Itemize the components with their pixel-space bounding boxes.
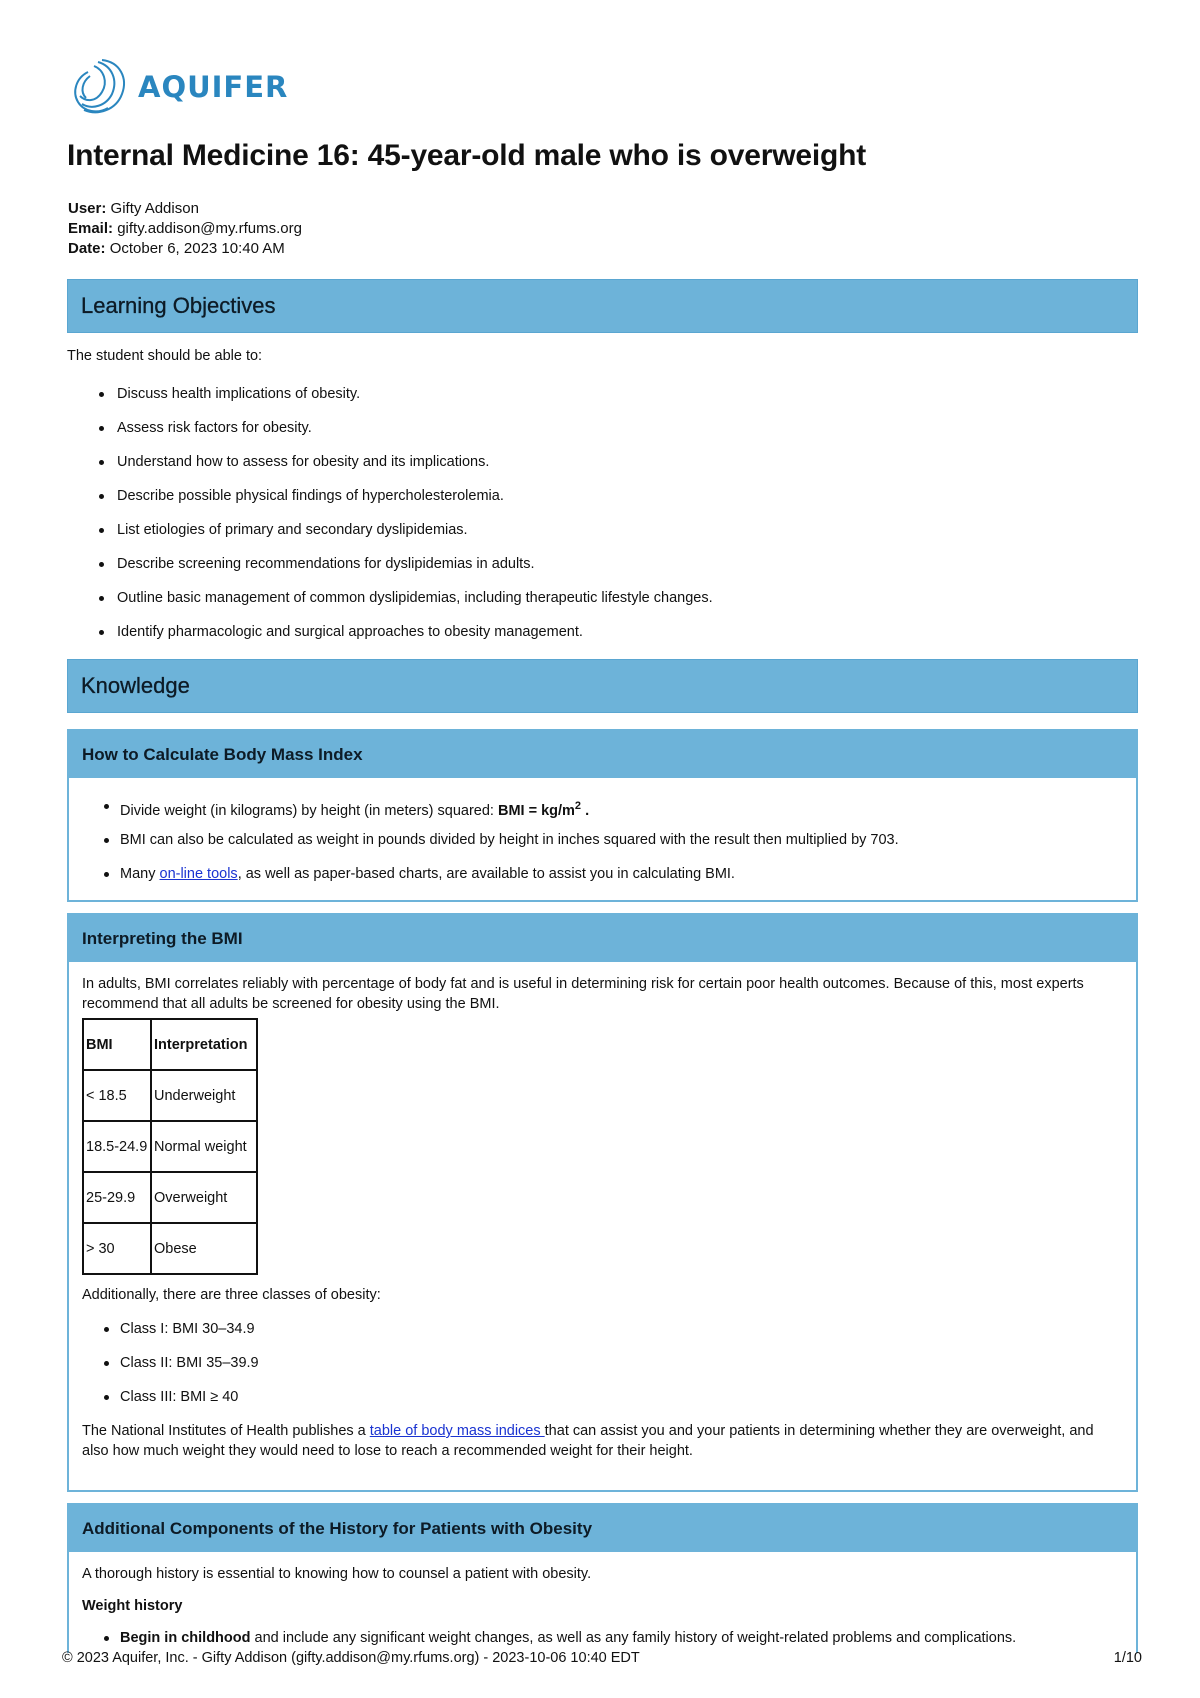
bmi-formula-exponent: 2 (574, 800, 582, 812)
interpreting-intro: In adults, BMI correlates reliably with percentage of body fat and is useful in determining risk for certain poor health outcomes. Because of this, most experts recommend that all adults be screened for obesity using the BMI. (82, 976, 1084, 1012)
list-item: Describe possible physical findings of hypercholesterolemia. (67, 486, 713, 520)
list-item: Describe screening recommendations for dyslipidemias in adults. (67, 554, 713, 588)
table-row (83, 1070, 257, 1121)
meta-user-value: Gifty Addison (110, 200, 199, 217)
list-item: Identify pharmacologic and surgical approaches to obesity management. (67, 622, 713, 656)
table-cell: 18.5-24.9 (83, 1121, 151, 1172)
objectives-intro: The student should be able to: (67, 348, 263, 364)
table-row (83, 1223, 257, 1274)
panel-heading-interpreting-bmi: Interpreting the BMI (69, 915, 1136, 962)
obesity-classes-intro: Additionally, there are three classes of obesity: (82, 1287, 381, 1303)
meta-email-label: Email: (68, 220, 114, 237)
nih-paragraph (82, 1421, 1123, 1461)
bmi-formula-end: . (581, 802, 590, 819)
section-heading-learning-objectives: Learning Objectives (81, 293, 276, 318)
history-intro: A thorough history is essential to knowing how to counsel a patient with obesity. (82, 1566, 592, 1582)
meta-user-label: User: (68, 200, 107, 217)
bmi-calc-text: Divide weight (in kilograms) by height (in meters) squared: (120, 802, 498, 819)
list-item: Class III: BMI ≥ 40 (82, 1387, 1123, 1421)
list-item: Discuss health implications of obesity. (67, 384, 713, 418)
panel-history (67, 1503, 1138, 1653)
weight-history-heading: Weight history (82, 1598, 183, 1614)
obesity-classes-list (82, 1319, 1123, 1421)
table-cell: Obese (151, 1223, 257, 1274)
page-title: Internal Medicine 16: 45-year-old male who is overweight (67, 139, 867, 172)
meta-email-value: gifty.addison@my.rfums.org (117, 220, 302, 237)
bmi-table (82, 1018, 258, 1275)
section-knowledge (67, 659, 1138, 713)
text-segment: Many (120, 866, 160, 882)
bmi-calc-list (82, 796, 1123, 898)
objectives-block (67, 348, 713, 656)
panel-heading-history: Additional Components of the History for Patients with Obesity (69, 1505, 1136, 1552)
panel-bmi-calc (67, 729, 1138, 902)
objectives-list (67, 384, 713, 656)
table-header: BMI (83, 1019, 151, 1070)
list-item (82, 864, 1123, 898)
meta-date-value: October 6, 2023 10:40 AM (109, 240, 285, 257)
bmi-table-link[interactable]: table of body mass indices (369, 1423, 545, 1439)
table-header-row (83, 1019, 257, 1070)
list-item: Outline basic management of common dyslipidemias, including therapeutic lifestyle changes. (67, 588, 713, 622)
list-item: BMI can also be calculated as weight in pounds divided by height in inches squared with the result then multiplied by 703. (82, 830, 1123, 864)
user-meta (68, 199, 302, 259)
text-segment: The National Institutes of Health publishes a (82, 1423, 370, 1439)
aquifer-logo (68, 56, 288, 118)
table-cell: 25-29.9 (83, 1172, 151, 1223)
table-cell: < 18.5 (83, 1070, 151, 1121)
list-item: Class II: BMI 35–39.9 (82, 1353, 1123, 1387)
list-item: List etiologies of primary and secondary dyslipidemias. (67, 520, 713, 554)
table-cell: Normal weight (151, 1121, 257, 1172)
text-segment: and include any significant weight changes, as well as any family history of weight-related problems and complications. (250, 1630, 1017, 1646)
meta-date-label: Date: (68, 240, 106, 257)
brand-name: AQUIFER (138, 70, 289, 104)
list-item: Understand how to assess for obesity and its implications. (67, 452, 713, 486)
text-segment-bold: Begin in childhood (120, 1630, 251, 1646)
section-learning-objectives (67, 279, 1138, 333)
footer-copyright: © 2023 Aquifer, Inc. - Gifty Addison (gifty.addison@my.rfums.org) - 2023-10-06 10:40 EDT (62, 1650, 640, 1666)
section-heading-knowledge: Knowledge (81, 673, 190, 698)
table-cell: Overweight (151, 1172, 257, 1223)
list-item: Assess risk factors for obesity. (67, 418, 713, 452)
list-item: Class I: BMI 30–34.9 (82, 1319, 1123, 1353)
list-item (82, 796, 1123, 830)
meta-user-row (68, 199, 302, 219)
text-segment: , as well as paper-based charts, are available to assist you in calculating BMI. (237, 866, 735, 882)
bmi-formula: BMI = kg/m (497, 802, 575, 819)
panel-heading-bmi-calc: How to Calculate Body Mass Index (69, 731, 1136, 778)
meta-date-row (68, 239, 302, 259)
meta-email-row (68, 219, 302, 239)
table-row (83, 1121, 257, 1172)
table-cell: > 30 (83, 1223, 151, 1274)
panel-interpreting-bmi (67, 913, 1138, 1492)
page-footer (62, 1650, 1142, 1666)
online-tools-link[interactable]: on-line tools (159, 866, 238, 882)
table-header: Interpretation (151, 1019, 257, 1070)
aquifer-swirl-icon (68, 56, 132, 118)
table-cell: Underweight (151, 1070, 257, 1121)
text-segment: that can assist you and your patients in determining whether they are overweight, and also how much weight they would need to lose to reach a recommended weight for their height. (82, 1423, 1094, 1459)
table-row (83, 1172, 257, 1223)
page-number: 1/10 (1113, 1650, 1142, 1666)
